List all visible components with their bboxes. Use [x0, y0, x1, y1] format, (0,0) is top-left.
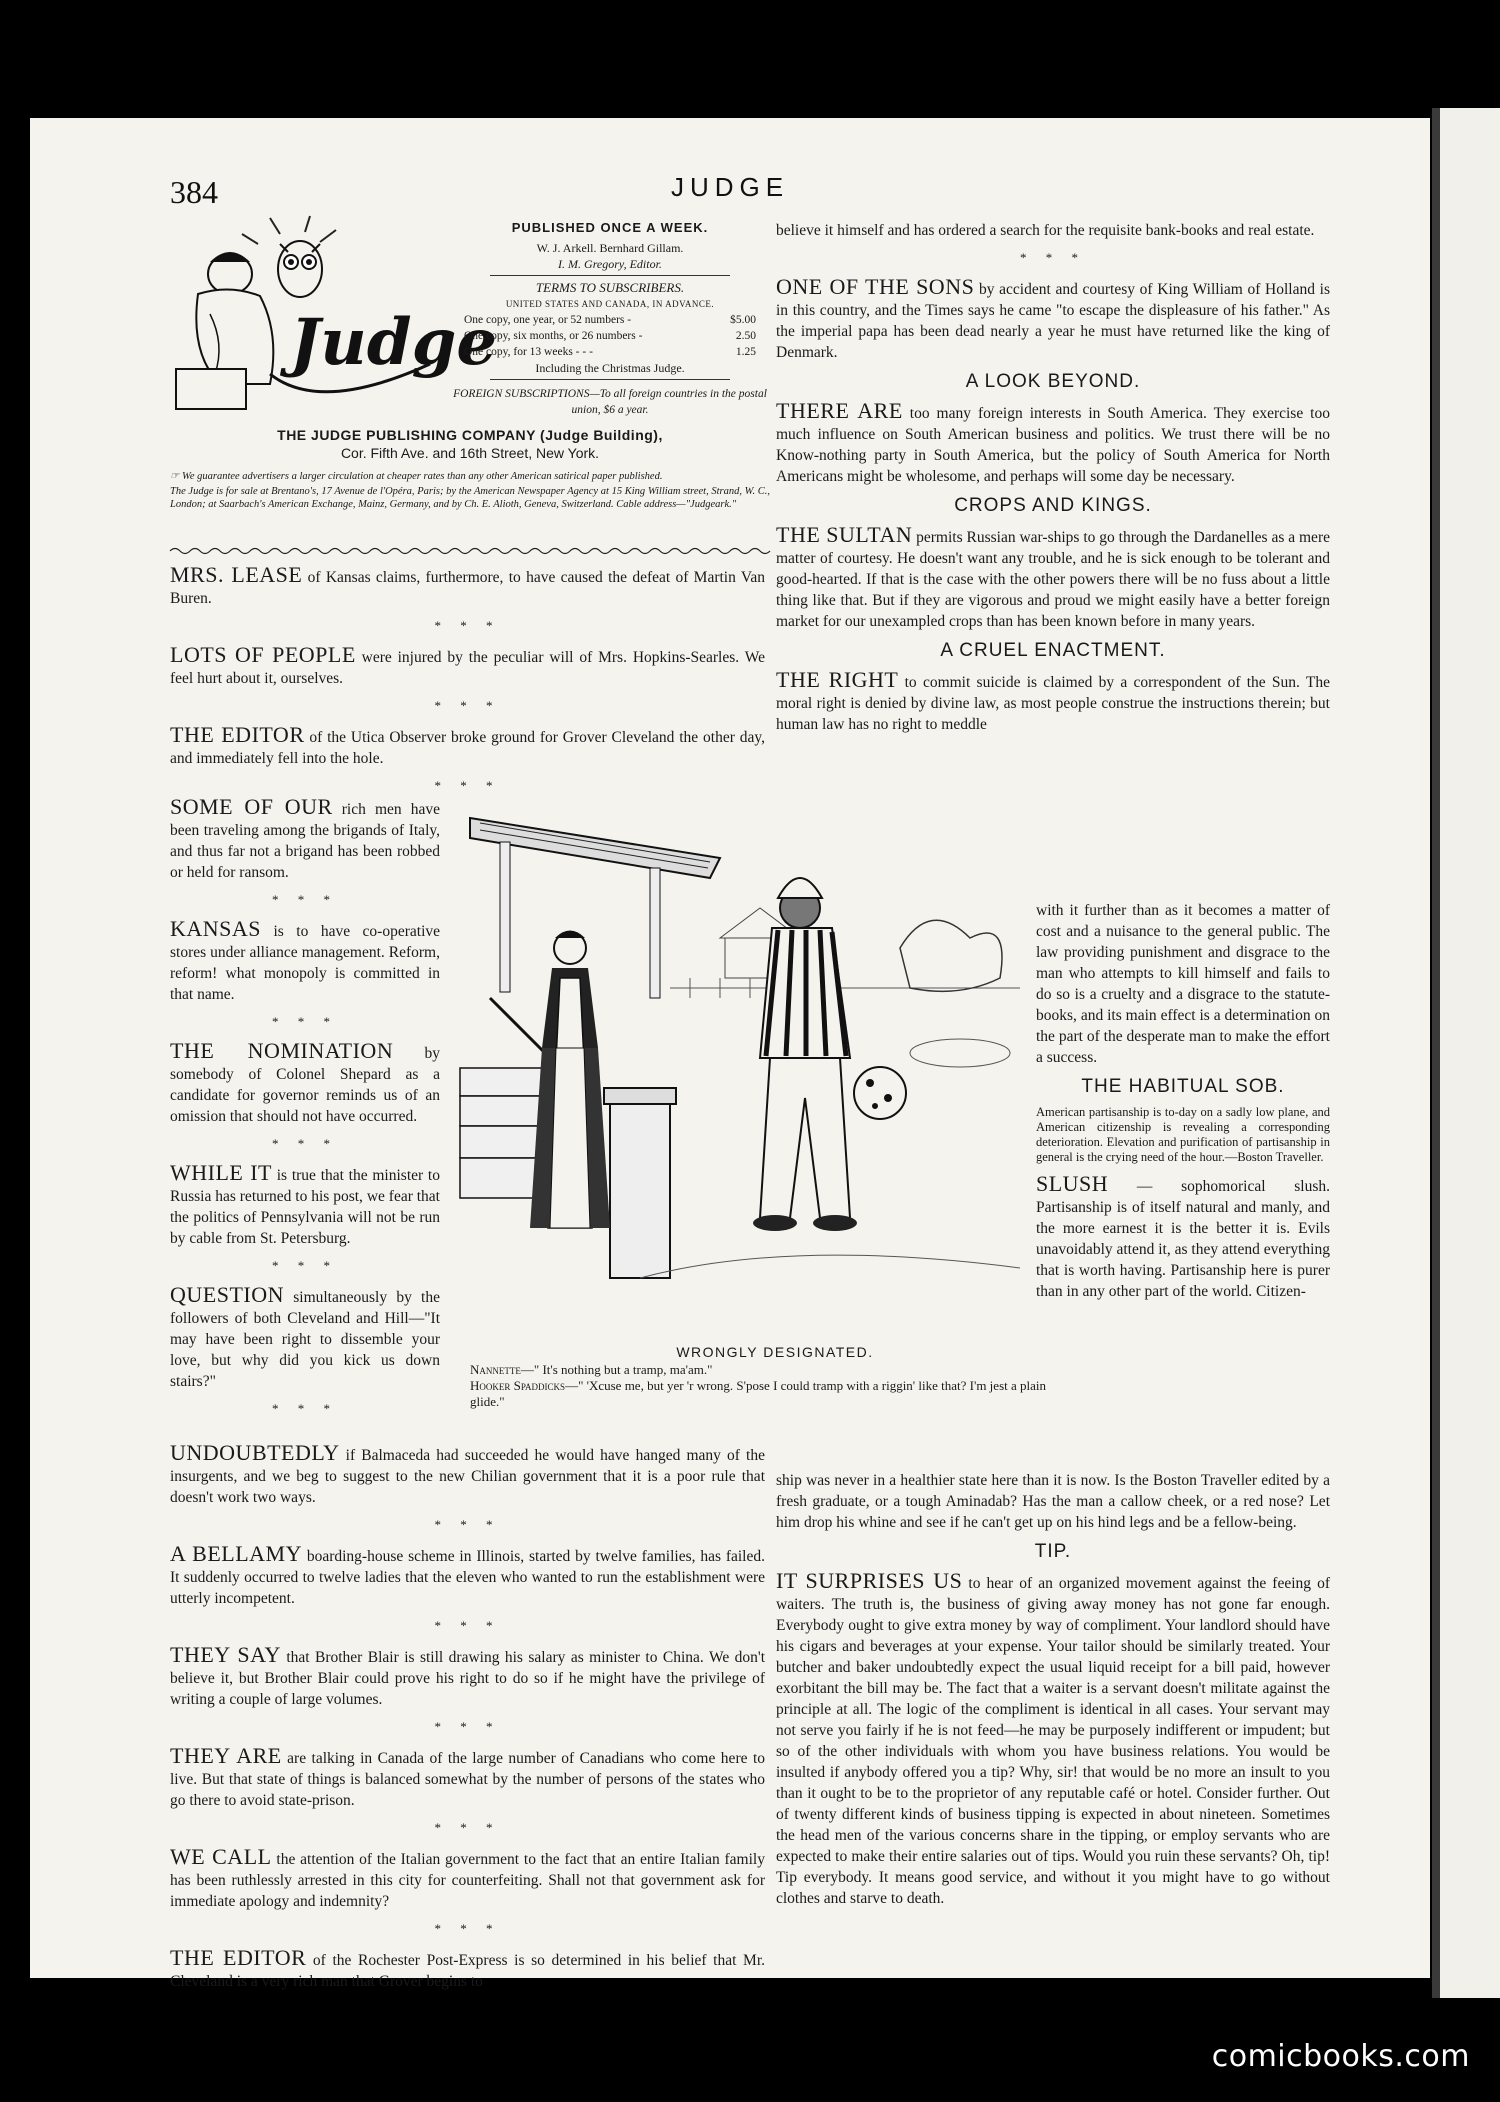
- paragraph: LOTS OF PEOPLE were injured by the peculiar will of Mrs. Hopkins-Searles. We feel hurt about it, ourselves.: [170, 642, 765, 687]
- caption-speaker: Hooker Spaddicks: [470, 1378, 566, 1393]
- foreign-subscriptions: FOREIGN SUBSCRIPTIONS—To all foreign countries in the postal union, $6 a year.: [453, 388, 767, 416]
- caption-line: [470, 1362, 1080, 1378]
- price-value: $5.00: [730, 314, 756, 326]
- quoted-excerpt: American partisanship is to-day on a sadly low plane, and American citizenship is revealing a corresponding deterioration. Elevation and purification of partisanship in general is the crying need of the hour.—Boston Traveller.: [1036, 1105, 1330, 1164]
- cartoon-art: [460, 798, 1030, 1328]
- paragraph: THE EDITOR of the Utica Observer broke ground for Grover Cleveland the other day, and immediately fell into the hole.: [170, 722, 765, 767]
- paragraph: THEY SAY that Brother Blair is still drawing his salary as minister to China. We don't believe it, but Brother Blair could prove his right to do so if he might have the privilege of writing a couple of large volumes.: [170, 1642, 765, 1708]
- paragraph: WE CALL the attention of the Italian government to the fact that an entire Italian family has been ruthlessly arrested in this city for counterfeiting. Shall not that government ask for immediate apology and indemnity?: [170, 1844, 765, 1910]
- separator: * * *: [272, 1014, 338, 1029]
- separator: * * *: [272, 892, 338, 907]
- publisher-info: [170, 426, 770, 462]
- price-label: One copy, for 13 weeks - - -: [464, 346, 593, 358]
- right-column-narrow: [1036, 900, 1330, 1308]
- separator: * * *: [434, 618, 501, 633]
- paragraph: with it further than as it becomes a matter of cost and a nuisance to the general public. The law providing punishment and disgrace to the man who attempts to kill himself and fails to do so is a cruelty and a disgrace to the statute-books, and its main effect is a determination on the part of the desperate man to make the effort a success.: [1036, 902, 1330, 1066]
- caption-line: [470, 1378, 1080, 1410]
- paragraph: KANSAS is to have co-operative stores under alliance management. Reform, reform! what monopoly is committed in that name.: [170, 916, 440, 1003]
- publisher-name: THE JUDGE PUBLISHING COMPANY (Judge Building),: [277, 427, 663, 443]
- price-label: One copy, one year, or 52 numbers -: [464, 314, 632, 326]
- section-heading: THE HABITUAL SOB.: [1081, 1076, 1285, 1097]
- adjacent-page-edge: [1440, 108, 1500, 1998]
- separator: * * *: [272, 1258, 338, 1273]
- site-watermark: comicbooks.com: [1211, 2039, 1470, 2074]
- paragraph: MRS. LEASE of Kansas claims, furthermore, to have caused the defeat of Martin Van Buren.: [170, 562, 765, 607]
- separator: * * *: [434, 778, 501, 793]
- price-row: [450, 328, 770, 344]
- masthead-title: JUDGE: [670, 172, 790, 202]
- left-column-top: [170, 564, 765, 804]
- paragraph: QUESTION simultaneously by the followers of both Cleveland and Hill—"It may have been right to dissemble your love, but why did you kick us down stairs?": [170, 1282, 440, 1390]
- paragraph: THERE ARE too many foreign interests in South America. They exercise too much influence on South American business and politics. We trust there will be no Know-nothing party in South America, but the policy of South America for North Americans might be wholesome, and perhaps will some day be necessary.: [776, 398, 1330, 485]
- divider: [490, 275, 730, 276]
- section-heading: A CRUEL ENACTMENT.: [940, 640, 1166, 661]
- paragraph: believe it himself and has ordered a search for the requisite bank-books and real estate.: [776, 222, 1315, 239]
- paragraph: SLUSH — sophomorical slush. Partisanship is of itself natural and manly, and the more earnest it is the better it is. Evils unavoidably attend it, as they attend everything that is worth having. Partisanship here is purer than in any other part of the world. Citizen-: [1036, 1171, 1330, 1300]
- separator: * * *: [1020, 250, 1086, 265]
- staff-line: W. J. Arkell. Bernhard Gillam.: [536, 241, 684, 255]
- wavy-rule: [170, 546, 770, 556]
- separator: * * *: [434, 1921, 501, 1936]
- publisher-address: Cor. Fifth Ave. and 16th Street, New York.: [340, 445, 600, 461]
- paragraph: UNDOUBTEDLY if Balmaceda had succeeded he would have hanged many of the insurgents, and we beg to suggest to the new Chilian government that it is a poor rule that doesn't work two ways.: [170, 1440, 765, 1506]
- section-heading: TIP.: [1034, 1541, 1072, 1562]
- left-column-bottom: [170, 1442, 765, 1998]
- terms-heading: TERMS TO SUBSCRIBERS.: [535, 280, 685, 295]
- paragraph: WHILE IT is true that the minister to Russia has returned to his post, we fear that the politics of Pennsylvania will not be run by cable from St. Petersburg.: [170, 1160, 440, 1247]
- illustration-caption: [470, 1344, 1080, 1410]
- separator: * * *: [434, 1618, 501, 1633]
- publication-frequency: PUBLISHED ONCE A WEEK.: [511, 220, 709, 235]
- separator: * * *: [434, 698, 501, 713]
- including-note: Including the Christmas Judge.: [535, 361, 685, 375]
- price-row: [450, 344, 770, 360]
- editor-line: I. M. Gregory, Editor.: [558, 257, 662, 271]
- right-column-bottom: [776, 1470, 1330, 1915]
- caption-dialogue: —" It's nothing but a tramp, ma'am.": [520, 1362, 713, 1377]
- separator: * * *: [272, 1401, 338, 1416]
- right-column-top: [776, 220, 1330, 741]
- guarantee-notice: ☞ We guarantee advertisers a larger circulation at cheaper rates than any other American satirical paper published.: [170, 471, 663, 482]
- separator: * * *: [272, 1136, 338, 1151]
- caption-dialogue: —" 'Xcuse me, but yer 'r wrong. S'pose I could tramp with a riggin' like that? I'm jest a plain glide.": [470, 1378, 1046, 1409]
- page-number: 384: [170, 174, 218, 210]
- paragraph: A BELLAMY boarding-house scheme in Illinois, started by twelve families, has failed. It suddenly occurred to twelve ladies that the eleven who wanted to run the establishment were utterly incompetent.: [170, 1541, 765, 1607]
- page-gutter-shadow: [1432, 108, 1440, 1998]
- paragraph: ONE OF THE SONS by accident and courtesy of King William of Holland is in this country, and the Times says he came "to escape the displeasure of his father." As the imperial papa has been dead nearly a year he must have returned like the king of Denmark.: [776, 274, 1330, 361]
- caption-speaker: Nannette: [470, 1362, 521, 1377]
- sale-notice: The Judge is for sale at Brentano's, 17 Avenue de l'Opéra, Paris; by the American Newspaper Agency at 15 King William street, Strand, W. C., London; at Saarbach's American Exchange, Mainz, Germany, and by Ch. E. Alioth, Geneva, Switzerland. Cable address—"Judgeark.": [170, 486, 770, 510]
- magazine-page: [30, 118, 1430, 1990]
- paragraph: IT SURPRISES US to hear of an organized movement against the feeing of waiters. The truth is, the business of giving away money has not gone far enough. Everybody ought to give extra money by way of compliment. Your landlord should have his cigars and beverages at your expense. Your tailor should be similarly treated. Your butcher and baker undoubtedly expect the usual liquid receipt for a bill paid, however exorbitant the bill may be. The fact that a waiter is a servant doesn't militate against the principle at all. The logic of the compliment is identical in all cases. Your servant may not serve you fairly if he is not feed—he may be purposely indifferent or impudent; but so of the other individuals with whom you have business relations. You would be insulted if anybody offered you a tip? Why, sir! that would be no more an insult to you than it ought to be to the proprietor of any reputable café or hotel. Consider further. Out of twenty different kinds of business tipping is expected in about nineteen. Sometimes the head men of the various concerns share in the tipping, or employ servants who are expected to make their entire salaries out of tips. Would you ruin these servants? Oh, tip! Tip everybody. It means good service, and without it you might have to go without clothes and starve to death.: [776, 1568, 1330, 1907]
- section-heading: A LOOK BEYOND.: [965, 371, 1141, 392]
- paragraph: THE EDITOR of the Rochester Post-Express is so determined in his belief that Mr. Cleveland is a very rich man that Grover begins to: [170, 1945, 765, 1990]
- price-value: 1.25: [735, 346, 756, 358]
- separator: * * *: [434, 1719, 501, 1734]
- paragraph: THE RIGHT to commit suicide is claimed by a correspondent of the Sun. The moral right is denied by divine law, as most people construe the instructions therein; but human law has no right to meddle: [776, 667, 1331, 733]
- caption-title: WRONGLY DESIGNATED.: [676, 1344, 874, 1360]
- judge-logo-art: [170, 214, 498, 414]
- separator: * * *: [434, 1820, 501, 1835]
- paragraph: THE NOMINATION by somebody of Colonel Shepard as a candidate for governor reminds us of an omission that should not have occurred.: [170, 1038, 440, 1125]
- price-row: [450, 312, 770, 328]
- notices: [170, 470, 770, 511]
- publication-info: [450, 220, 770, 418]
- judge-logo: [170, 214, 498, 414]
- cartoon-illustration: [460, 798, 1030, 1328]
- divider: [490, 379, 730, 380]
- svg-text:Judge: Judge: [290, 305, 498, 380]
- terms-subheading: UNITED STATES AND CANADA, IN ADVANCE.: [505, 299, 715, 309]
- paragraph: THEY ARE are talking in Canada of the large number of Canadians who come here to live. But that state of things is balanced somewhat by the number of persons of the states who go there to avoid state-prison.: [170, 1743, 765, 1809]
- price-value: 2.50: [735, 330, 756, 342]
- paragraph: THE SULTAN permits Russian war-ships to go through the Dardanelles as a mere matter of courtesy. He doesn't want any trouble, and he is sick enough to be tolerant and good-hearted. If that is the case with the other powers there will be no fuss about a little thing like that. But if they are vigorous and proud we might easily have a better foreign market for our unexampled crops than has been known before in many years.: [776, 522, 1330, 630]
- left-column-narrow: [170, 796, 440, 1427]
- section-heading: CROPS AND KINGS.: [954, 495, 1152, 516]
- paragraph: ship was never in a healthier state here than it is now. Is the Boston Traveller edited by a fresh graduate, or a tough Aminadab? Has the man a callow cheek, or a red nose? Let him drop his whine and see if he can't get up on his hind legs and be a fellow-being.: [776, 1472, 1330, 1531]
- separator: * * *: [434, 1517, 501, 1532]
- paragraph: SOME OF OUR rich men have been traveling among the brigands of Italy, and thus far not a brigand has been robbed or held for ransom.: [170, 794, 440, 881]
- price-label: One copy, six months, or 26 numbers -: [464, 330, 643, 342]
